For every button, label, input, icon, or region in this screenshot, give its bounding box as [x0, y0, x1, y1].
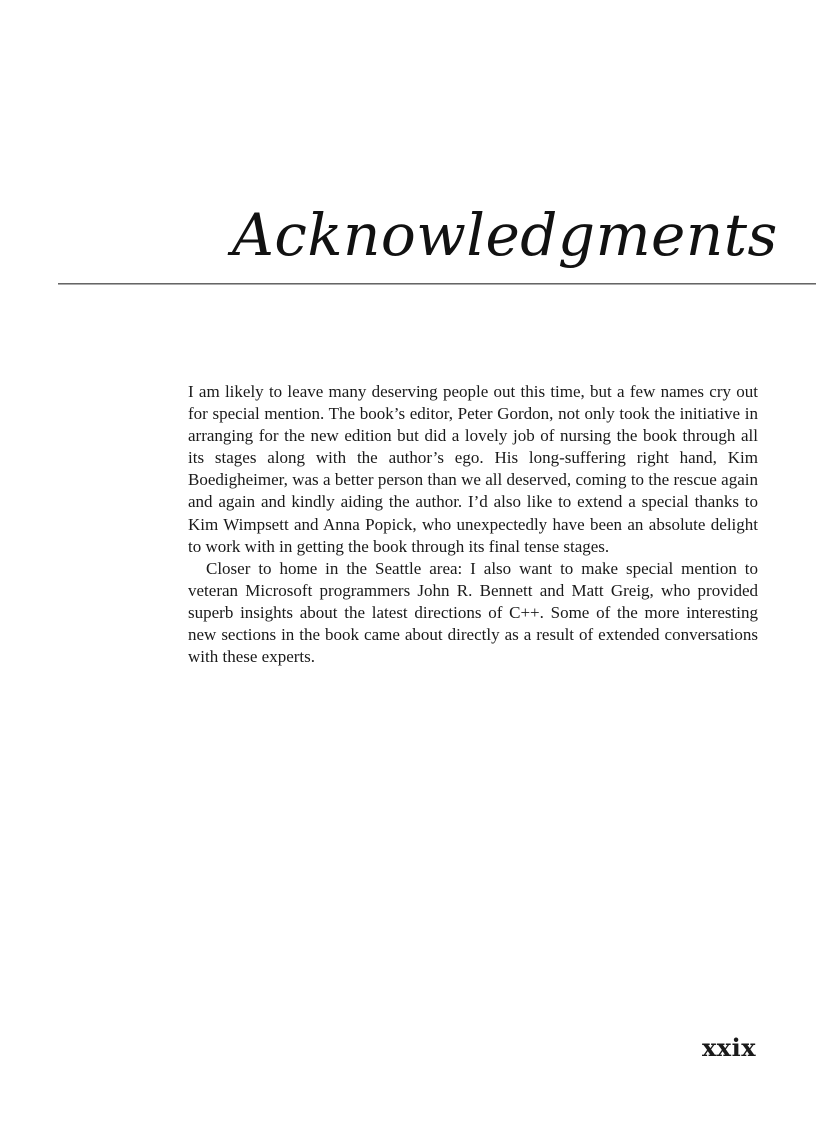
chapter-title: Acknowledgments [232, 201, 778, 269]
paragraph-2: Closer to home in the Seattle area: I also want to make special mention to veteran Microsoft programmers John R. Bennett and Matt Greig, who provided superb insights about the latest directions of C++. Some of the more interesting new sections in the book came about directly as a result of extended conversations with these experts. [188, 558, 758, 667]
paragraph-1: I am likely to leave many deserving people out this time, but a few names cry out for special mention. The book’s editor, Peter Gordon, not only took the initiative in arranging for the new edition but did a lovely job of nursing the book through all its stages along with the author’s ego. His long-suffering right hand, Kim Boedigheimer, was a better person than we all deserved, coming to the rescue again and again and kindly aiding the author. I’d also like to extend a special thanks to Kim Wimpsett and Anna Popick, who unexpectedly have been an absolute delight to work with in getting the book through its final tense stages. [188, 382, 758, 556]
title-rule [58, 283, 816, 285]
page-number: xxix [701, 1033, 756, 1062]
body-text [188, 381, 758, 668]
